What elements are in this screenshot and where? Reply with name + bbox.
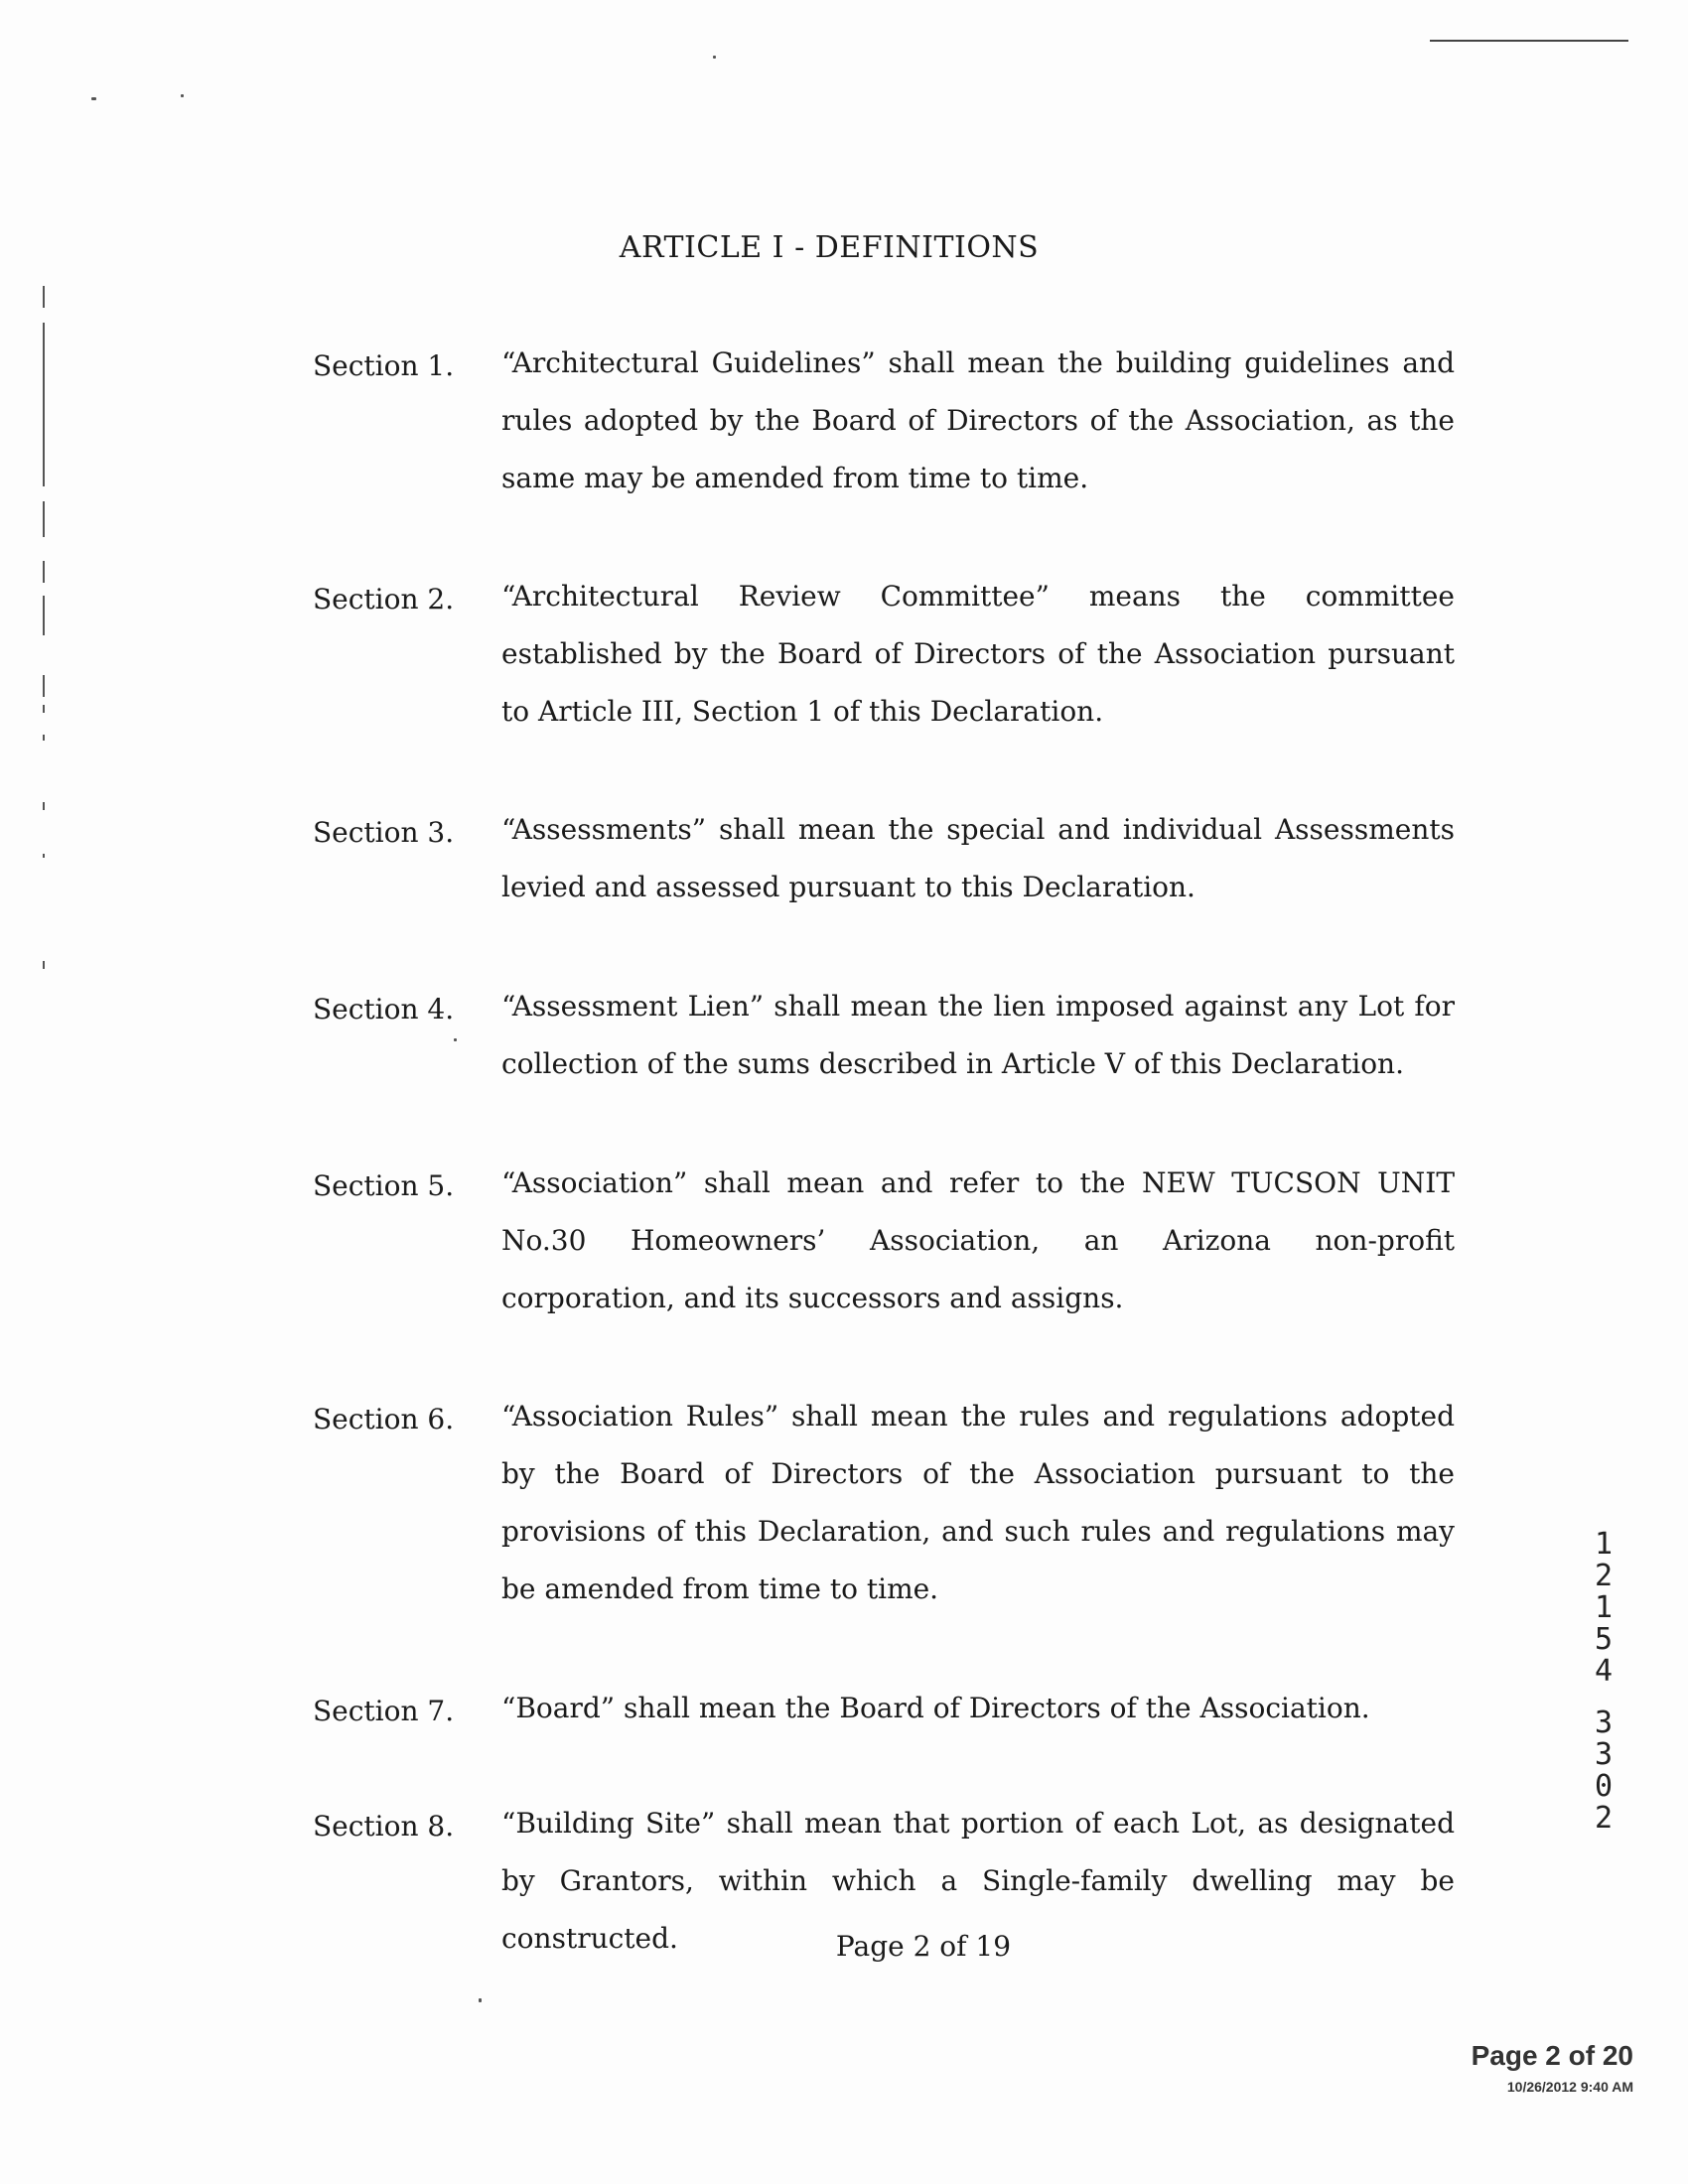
stamp-digit: 3 — [1594, 1737, 1614, 1772]
stamp-digit: 5 — [1594, 1622, 1614, 1657]
scan-speck — [454, 1038, 457, 1041]
top-right-rule — [1430, 40, 1628, 42]
section-text: “Architectural Guidelines” shall mean the building guidelines and rules adopted by the Board of Directors of the Association, as the same may be amended from time to time. — [501, 346, 1455, 494]
section-label: Section 4. — [313, 993, 455, 1025]
section-label: Section 8. — [313, 1810, 455, 1843]
margin-mark — [43, 705, 45, 713]
stamp-digit: 4 — [1594, 1654, 1614, 1689]
stamp-digit: 1 — [1594, 1590, 1614, 1625]
section-label: Section 3. — [313, 816, 455, 849]
section-label: Section 6. — [313, 1403, 455, 1435]
section-label: Section 2. — [313, 583, 455, 615]
section-label: Section 7. — [313, 1695, 455, 1727]
margin-mark — [43, 501, 45, 537]
recorder-datetime-footer: 10/26/2012 9:40 AM — [1506, 2079, 1633, 2095]
margin-mark — [43, 323, 45, 486]
stamp-digit: 3 — [1594, 1706, 1614, 1740]
stamp-digit: 1 — [1594, 1527, 1614, 1562]
scan-speck — [181, 94, 184, 97]
margin-mark — [43, 596, 45, 635]
section-text: “Board” shall mean the Board of Directors of the Association. — [501, 1692, 1370, 1724]
section-text: “Assessment Lien” shall mean the lien imposed against any Lot for collection of the sums described in Article V of this Declaration. — [501, 990, 1455, 1080]
section-label: Section 1. — [313, 349, 455, 382]
scan-speck — [713, 56, 716, 59]
margin-mark — [43, 854, 45, 858]
scan-speck — [479, 1998, 482, 2002]
recording-number-stamp — [1589, 1529, 1618, 1835]
section-text: “Building Site” shall mean that portion of each Lot, as designated by Grantors, within which a Single-family dwelling may be constructed. — [501, 1807, 1455, 1955]
margin-mark — [43, 561, 45, 583]
margin-mark — [43, 735, 45, 741]
margin-mark — [43, 675, 45, 697]
margin-mark — [43, 961, 45, 969]
section-text: “Association” shall mean and refer to the NEW TUCSON UNIT No.30 Homeowners’ Association, an Arizona non-profit corporation, and its successors and assigns. — [501, 1166, 1455, 1314]
section-label: Section 5. — [313, 1169, 455, 1202]
article-title: ARTICLE I - DEFINITIONS — [619, 230, 1040, 265]
recorder-page-footer: Page 2 of 20 — [1471, 2040, 1633, 2071]
stamp-digit: 0 — [1594, 1769, 1614, 1804]
scan-speck — [91, 97, 96, 100]
stamp-digit: 2 — [1594, 1801, 1614, 1836]
section-text: “Architectural Review Committee” means the committee established by the Board of Directors of the Association pursuant to Article III, Section 1 of this Declaration. — [501, 580, 1455, 728]
section-text: “Association Rules” shall mean the rules and regulations adopted by the Board of Directors of the Association pursuant to the provisions of this Declaration, and such rules and regulations may be amended from time to time. — [501, 1400, 1455, 1605]
margin-mark — [43, 802, 45, 810]
margin-mark — [43, 286, 45, 308]
section-text: “Assessments” shall mean the special and individual Assessments levied and assessed pursuant to this Declaration. — [501, 813, 1455, 903]
document-page-number: Page 2 of 19 — [835, 1930, 1012, 1963]
stamp-digit: 2 — [1594, 1559, 1614, 1593]
